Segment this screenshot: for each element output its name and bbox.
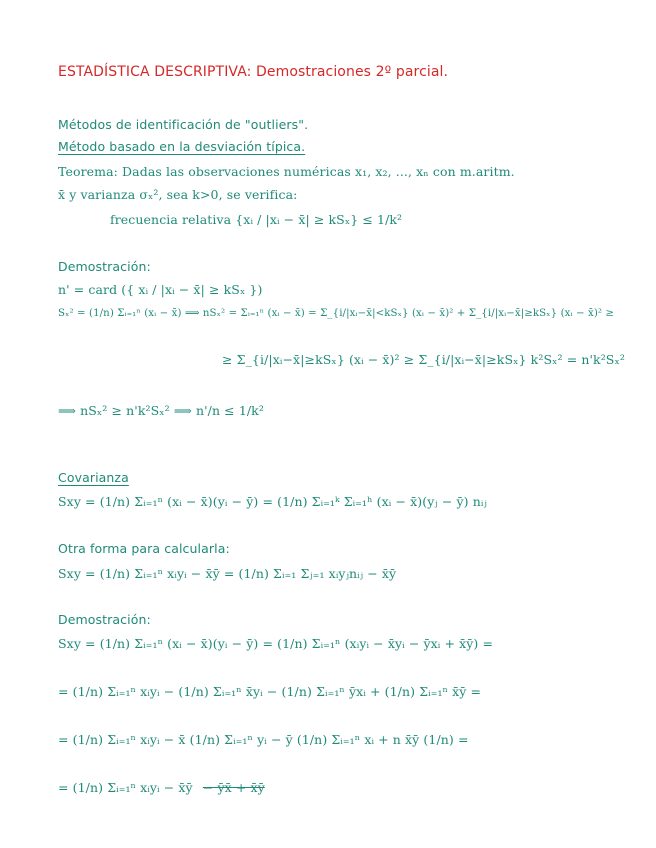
proof2-line-4-text: = (1/n) Σᵢ₌₁ⁿ xᵢyᵢ − x̄ȳ <box>58 780 193 795</box>
proof-heading-2: Demostración: <box>58 612 151 627</box>
theorem-line-1: Teorema: Dadas las observaciones numéricas x₁, x₂, ..., xₙ con m.aritm. <box>58 164 515 179</box>
proof2-line-3: = (1/n) Σᵢ₌₁ⁿ xᵢyᵢ − x̄ (1/n) Σᵢ₌₁ⁿ yᵢ − ȳ (1/n) Σᵢ₌₁ⁿ xᵢ + n x̄ȳ (1/n) = <box>58 732 469 747</box>
cancelled-terms: − ȳx̄ + x̄ȳ <box>202 780 265 795</box>
alt-form-formula: Sxy = (1/n) Σᵢ₌₁ⁿ xᵢyᵢ − x̄ȳ = (1/n) Σᵢ₌₁ Σⱼ₌₁ xᵢyⱼnᵢⱼ − x̄ȳ <box>58 566 397 581</box>
proof2-line-2: = (1/n) Σᵢ₌₁ⁿ xᵢyᵢ − (1/n) Σᵢ₌₁ⁿ x̄yᵢ − (1/n) Σᵢ₌₁ⁿ ȳxᵢ + (1/n) Σᵢ₌₁ⁿ x̄ȳ = <box>58 684 482 699</box>
proof-heading-1: Demostración: <box>58 259 151 274</box>
alt-form-heading: Otra forma para calcularla: <box>58 541 230 556</box>
covariance-heading: Covarianza <box>58 470 129 485</box>
proof1-line-2: Sₓ² = (1/n) Σᵢ₌₁ⁿ (xᵢ − x̄) ⟹ nSₓ² = Σᵢ₌₁ⁿ (xᵢ − x̄) = Σ_{i/|xᵢ−x̄|<kSₓ} (xᵢ − x̄)² + Σ_{i/|xᵢ−x̄|≥kSₓ} (xᵢ − x̄)² ≥ <box>58 308 615 319</box>
subheading-std-method: Método basado en la desviación típica. <box>58 139 306 154</box>
theorem-line-2: x̄ y varianza σₓ², sea k>0, se verifica: <box>58 187 298 202</box>
proof2-line-4 <box>58 780 265 796</box>
page-title: ESTADÍSTICA DESCRIPTIVA: Demostraciones 2º parcial. <box>58 64 449 80</box>
theorem-inequality: frecuencia relativa {xᵢ / |xᵢ − x̄| ≥ kSₓ} ≤ 1/k² <box>110 212 403 227</box>
section-heading-outliers: Métodos de identificación de "outliers". <box>58 117 309 132</box>
proof1-line-4: ⟹ nSₓ² ≥ n'k²Sₓ² ⟹ n'/n ≤ 1/k² <box>58 403 264 418</box>
covariance-formula: Sxy = (1/n) Σᵢ₌₁ⁿ (xᵢ − x̄)(yᵢ − ȳ) = (1/n) Σᵢ₌₁ᵏ Σᵢ₌₁ʰ (xᵢ − x̄)(yⱼ − ȳ) nᵢⱼ <box>58 494 487 509</box>
proof1-line-1: n' = card ({ xᵢ / |xᵢ − x̄| ≥ kSₓ }) <box>58 282 263 297</box>
proof1-line-3: ≥ Σ_{i/|xᵢ−x̄|≥kSₓ} (xᵢ − x̄)² ≥ Σ_{i/|xᵢ−x̄|≥kSₓ} k²Sₓ² = n'k²Sₓ² <box>222 352 625 367</box>
proof2-line-1: Sxy = (1/n) Σᵢ₌₁ⁿ (xᵢ − x̄)(yᵢ − ȳ) = (1/n) Σᵢ₌₁ⁿ (xᵢyᵢ − x̄yᵢ − ȳxᵢ + x̄ȳ) = <box>58 636 494 651</box>
